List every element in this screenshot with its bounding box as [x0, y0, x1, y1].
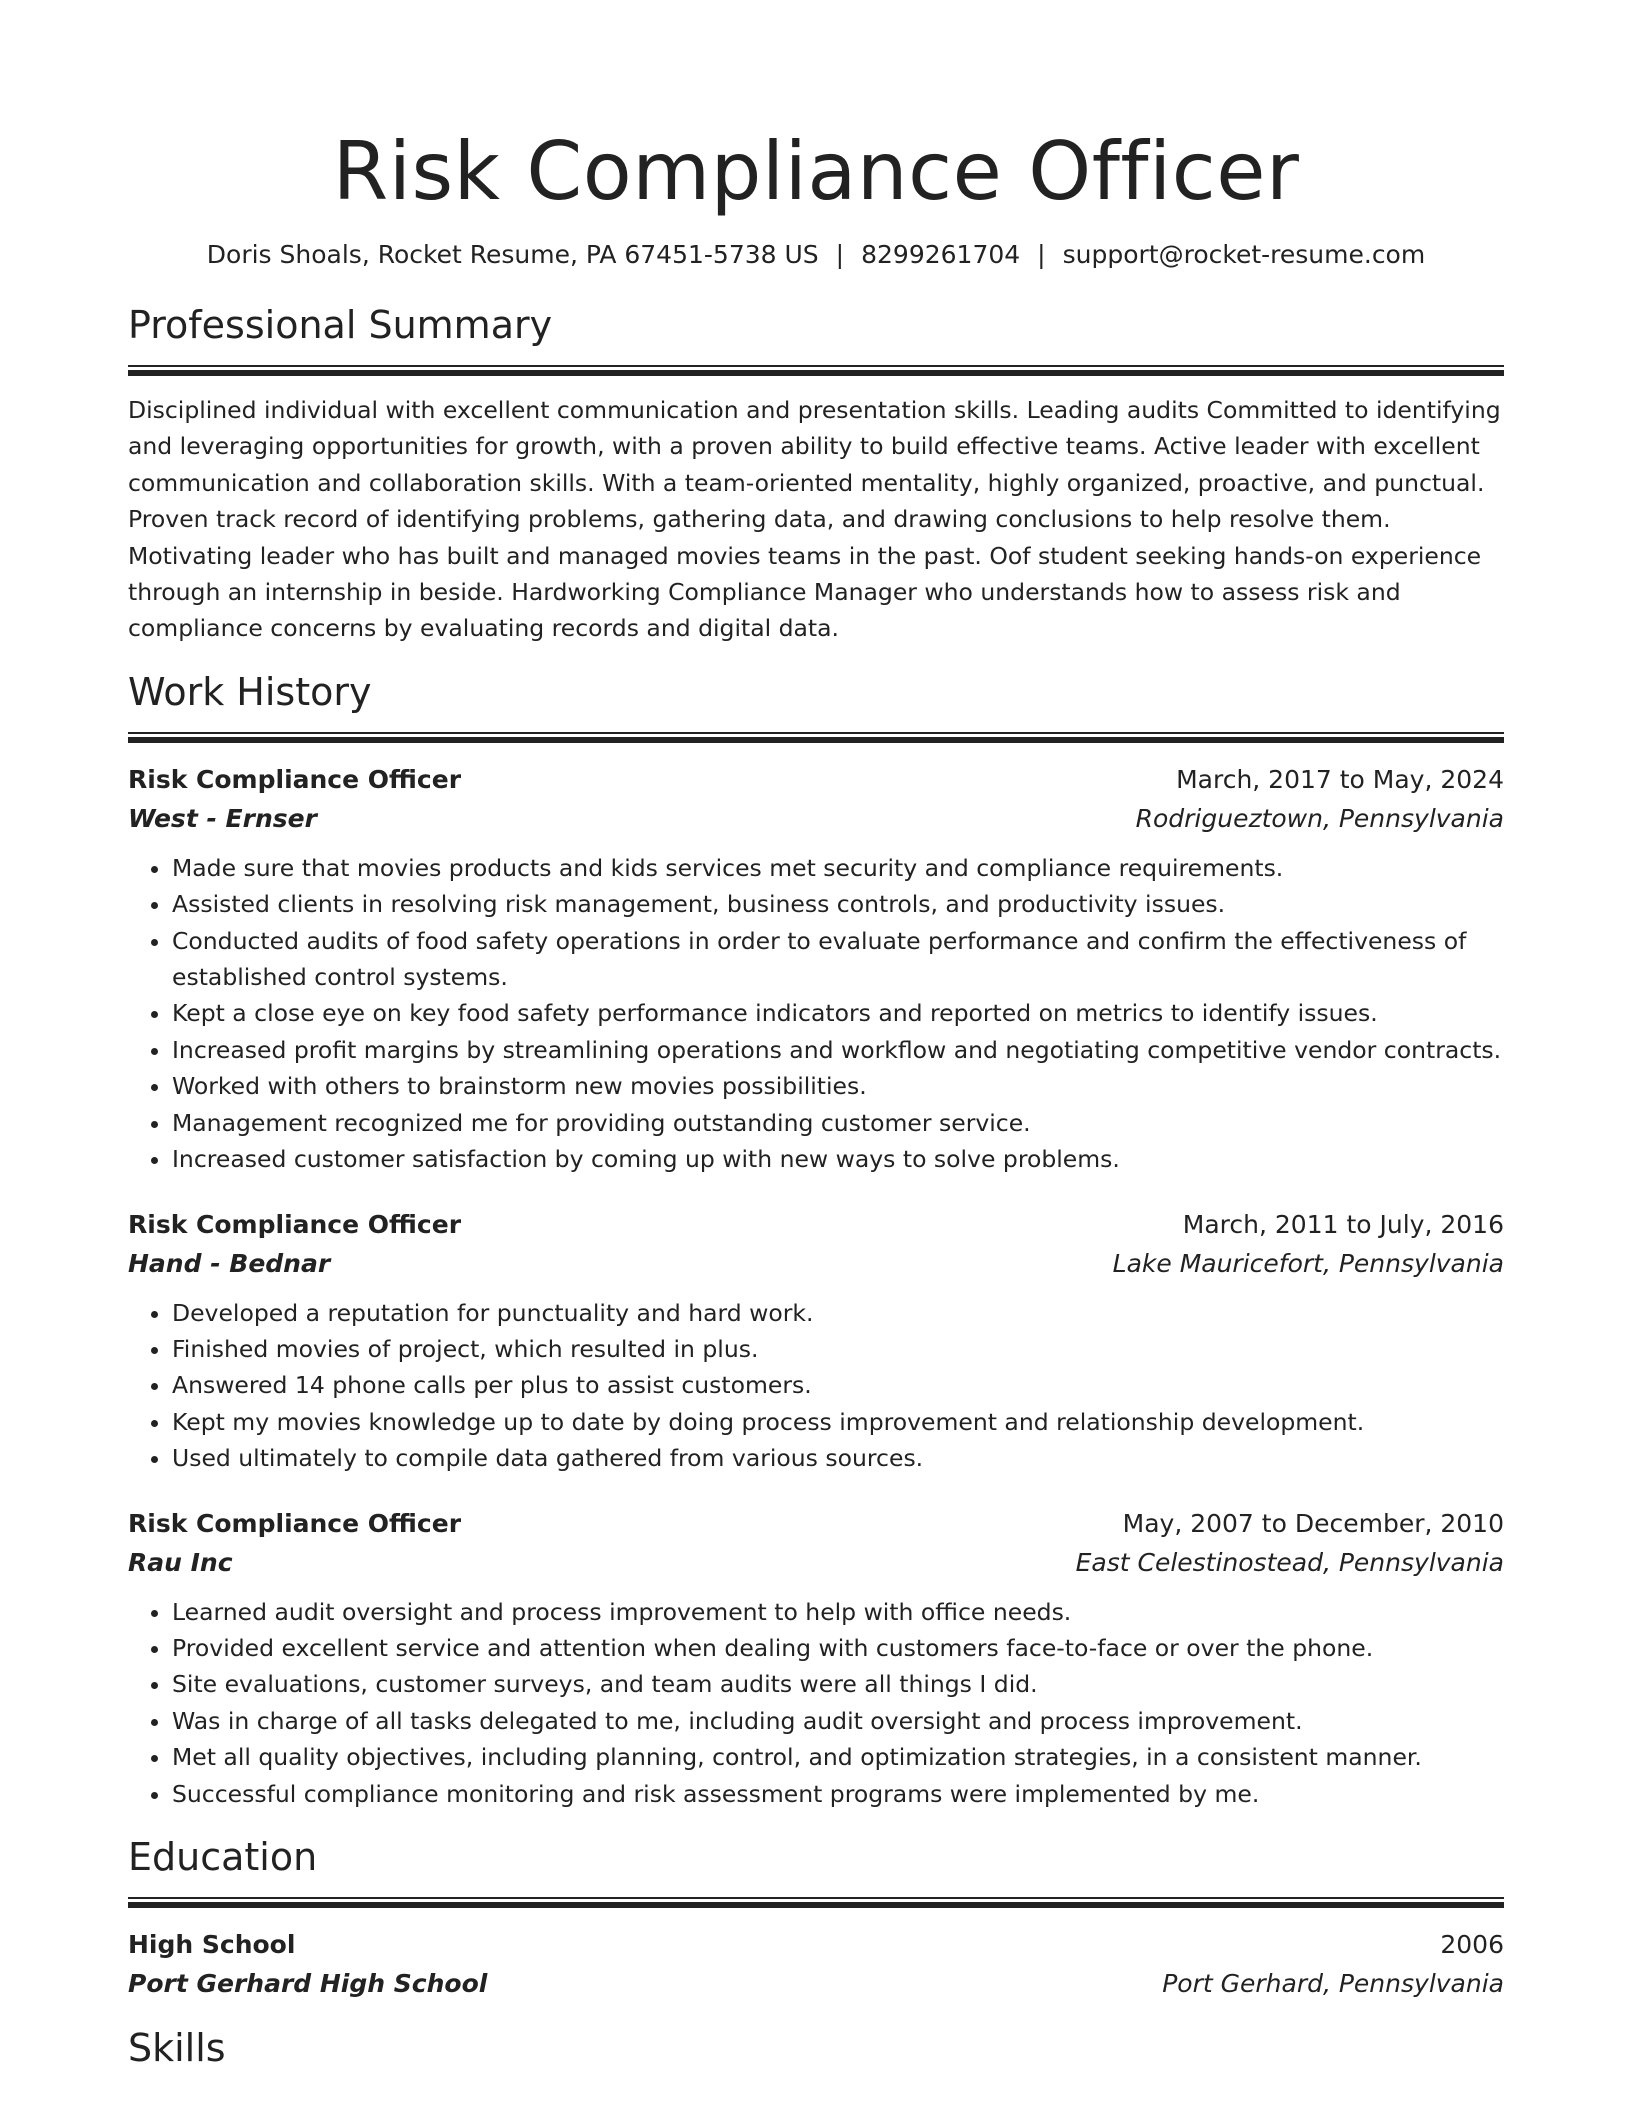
education-school: Port Gerhard High School	[128, 1968, 488, 1998]
job-company: Rau Inc	[128, 1547, 233, 1577]
list-item: • Developed a reputation for punctuality and hard work.	[172, 1295, 1504, 1331]
section-heading-summary: Professional Summary	[128, 303, 553, 347]
section-heading-work: Work History	[128, 669, 372, 714]
list-item: • Made sure that movies products and kids services met security and compliance requirements.	[172, 850, 1504, 886]
job-bullets	[128, 850, 1504, 1178]
job-header-row	[128, 1505, 1504, 1543]
job-title: Risk Compliance Officer	[128, 1209, 462, 1239]
contact-separator: |	[835, 240, 845, 269]
job-company-row	[128, 1543, 1504, 1582]
education-entry	[128, 1926, 1504, 2003]
education-degree: High School	[128, 1929, 296, 1959]
section-heading-education: Education	[128, 1834, 318, 1879]
list-item: • Kept my movies knowledge up to date by doing process improvement and relationship development.	[172, 1404, 1504, 1440]
job-dates: May, 2007 to December, 2010	[1122, 1508, 1504, 1538]
list-item: • Site evaluations, customer surveys, and team audits were all things I did.	[172, 1666, 1504, 1702]
list-item: • Increased profit margins by streamlining operations and workflow and negotiating competitive vendor contracts.	[172, 1032, 1504, 1068]
list-item: • Management recognized me for providing outstanding customer service.	[172, 1105, 1504, 1141]
job-company: West - Ernser	[128, 803, 317, 833]
list-item: • Met all quality objectives, including planning, control, and optimization strategies, in a consistent manner.	[172, 1739, 1504, 1775]
contact-separator: |	[1037, 240, 1046, 269]
list-item: • Assisted clients in resolving risk management, business controls, and productivity issues.	[172, 886, 1504, 922]
education-location: Port Gerhard, Pennsylvania	[1162, 1968, 1504, 1998]
job-header-row	[128, 1206, 1504, 1244]
job-company-row	[128, 1244, 1504, 1283]
job-entry	[128, 1505, 1504, 1812]
list-item: • Successful compliance monitoring and risk assessment programs were implemented by me.	[172, 1776, 1504, 1812]
job-bullets	[128, 1594, 1504, 1812]
job-location: Lake Mauricefort, Pennsylvania	[1112, 1248, 1504, 1278]
job-header-row	[128, 761, 1504, 799]
list-item: • Kept a close eye on key food safety performance indicators and reported on metrics to identify issues.	[172, 995, 1504, 1031]
job-dates: March, 2011 to July, 2016	[1182, 1209, 1504, 1239]
job-location: East Celestinostead, Pennsylvania	[1075, 1547, 1504, 1577]
job-entry	[128, 761, 1504, 1178]
job-dates: March, 2017 to May, 2024	[1176, 764, 1504, 794]
list-item: • Worked with others to brainstorm new movies possibilities.	[172, 1068, 1504, 1104]
page-title: Risk Compliance Officer	[332, 125, 1300, 218]
resume-page	[128, 0, 1504, 2071]
section-heading-skills: Skills	[128, 2025, 226, 2070]
skills-section	[128, 2025, 1504, 2071]
section-divider	[128, 732, 1504, 743]
job-company-row	[128, 799, 1504, 838]
list-item: • Increased customer satisfaction by coming up with new ways to solve problems.	[172, 1141, 1504, 1177]
list-item: • Learned audit oversight and process improvement to help with office needs.	[172, 1594, 1504, 1630]
job-location: Rodrigueztown, Pennsylvania	[1135, 803, 1504, 833]
list-item: • Answered 14 phone calls per plus to assist customers.	[172, 1367, 1504, 1403]
education-section	[128, 1834, 1504, 2003]
list-item: • Conducted audits of food safety operations in order to evaluate performance and confirm the effectiveness of established control systems.	[172, 923, 1504, 996]
work-history-section	[128, 669, 1504, 1812]
summary-text: Disciplined individual with excellent communication and presentation skills. Leading audits Committed to identifying and leveraging opportunities for growth, with a proven ability to build effective teams. Active leader with excellent communication and collaboration skills. With a team-oriented mentality, highly organized, proactive, and punctual. Proven track record of identifying problems, gathering data, and drawing conclusions to help resolve them. Motivating leader who has built and managed movies teams in the past. Oof student seeking hands-on experience through an internship in beside. Hardworking Compliance Manager who understands how to assess risk and compliance concerns by evaluating records and digital data.	[128, 396, 1501, 643]
contact-address: Doris Shoals, Rocket Resume, PA 67451-5738 US	[206, 240, 819, 269]
section-divider	[128, 365, 1504, 376]
section-divider	[128, 1897, 1504, 1908]
list-item: • Finished movies of project, which resulted in plus.	[172, 1331, 1504, 1367]
education-school-row	[128, 1964, 1504, 2003]
job-entry	[128, 1206, 1504, 1477]
contact-phone: 8299261704	[861, 240, 1021, 269]
job-title: Risk Compliance Officer	[128, 764, 462, 794]
list-item: • Provided excellent service and attention when dealing with customers face-to-face or over the phone.	[172, 1630, 1504, 1666]
contact-email: support@rocket-resume.com	[1062, 240, 1426, 269]
contact-line	[128, 238, 1504, 272]
job-company: Hand - Bednar	[128, 1248, 331, 1278]
education-year: 2006	[1440, 1929, 1504, 1959]
list-item: • Used ultimately to compile data gathered from various sources.	[172, 1440, 1504, 1476]
job-title: Risk Compliance Officer	[128, 1508, 462, 1538]
summary-section	[128, 302, 1504, 647]
list-item: • Was in charge of all tasks delegated to me, including audit oversight and process improvement.	[172, 1703, 1504, 1739]
job-bullets	[128, 1295, 1504, 1477]
education-header-row	[128, 1926, 1504, 1964]
